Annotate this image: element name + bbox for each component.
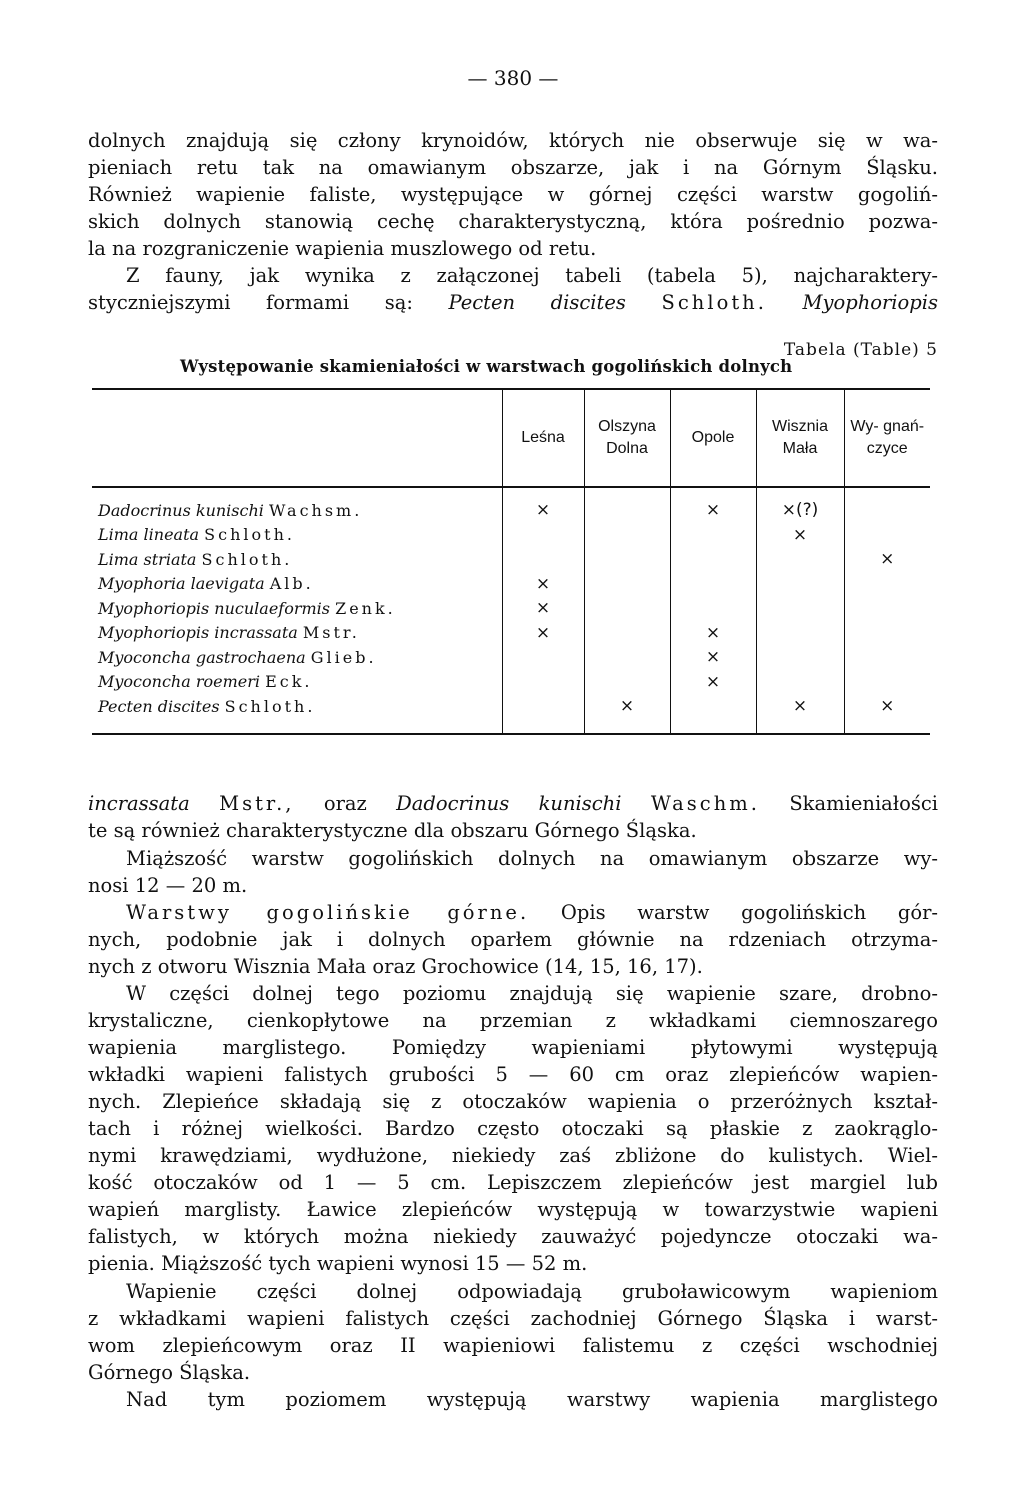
text-line: nosi 12 — 20 m. [88, 874, 248, 897]
text-line: z wkładkami wapieni falistych części zachodniej Górnego Śląska i warst- [88, 1307, 938, 1330]
after-table-paragraph [88, 790, 938, 844]
author-name: Schloth. [224, 696, 316, 716]
occurrence-cell: × [670, 645, 756, 670]
occurrence-cell: × [502, 572, 584, 597]
species-cell [92, 645, 502, 670]
occurrence-cell [502, 694, 584, 734]
text-line: Również wapienie faliste, występujące w górnej części warstw gogoliń- [88, 183, 938, 206]
occurrence-cell [502, 670, 584, 695]
occurrence-cell [584, 547, 670, 572]
text-line: nych, podobnie jak i dolnych oparłem głównie na rdzeniach otrzyma- [88, 928, 938, 951]
table-row [92, 523, 930, 548]
text-line: nych. Zlepieńce składają się z otoczaków wapienia o przeróżnych kształ- [88, 1090, 938, 1113]
occurrence-cell: × [670, 670, 756, 695]
species-name: Pecten discites [448, 291, 626, 314]
author-name: Mstr. [302, 623, 360, 643]
occurrence-cell [844, 670, 930, 695]
occurrence-cell [844, 645, 930, 670]
text-line: wapienia marglistego. Pomiędzy wapieniami płytowymi występują [88, 1036, 938, 1059]
occurrence-cell [844, 523, 930, 548]
occurrence-cell: × [670, 487, 756, 523]
upper-layers-paragraph [88, 899, 938, 980]
table-header-row [92, 389, 930, 487]
occurrence-cell [584, 596, 670, 621]
species-name: Myophoria laevigata [98, 574, 265, 594]
text-line: dolnych znajdują się człony krynoidów, których nie obserwuje się w wa- [88, 129, 938, 152]
text-line: pienia. Miąższość tych wapieni wynosi 15 — 52 m. [88, 1252, 588, 1275]
species-cell [92, 694, 502, 734]
species-cell [92, 670, 502, 695]
text-line: falistych, w których można niekiedy zauważyć pojedyncze otoczaki wa- [88, 1225, 938, 1248]
species-cell [92, 596, 502, 621]
text-line: te są również charakterystyczne dla obszaru Górnego Śląska. [88, 819, 697, 842]
text-word: oraz [323, 792, 367, 815]
occurrence-cell [756, 572, 844, 597]
author-name: Schloth. [661, 291, 767, 314]
species-cell [92, 572, 502, 597]
occurrence-cell [844, 572, 930, 597]
occurrence-cell [584, 523, 670, 548]
final-paragraph [88, 1386, 938, 1413]
species-cell [92, 547, 502, 572]
occurrence-cell: × [502, 487, 584, 523]
occurrence-cell [756, 547, 844, 572]
text-line: Miąższość warstw gogolińskich dolnych na omawianym obszarze wy- [126, 847, 938, 870]
occurrence-cell [844, 621, 930, 646]
text-line: Nad tym poziomem występują warstwy wapienia marglistego [126, 1388, 938, 1411]
species-cell [92, 621, 502, 646]
lower-part-paragraph [88, 980, 938, 1277]
species-name: Dadocrinus kunischi [396, 792, 622, 815]
table-row [92, 487, 930, 523]
table-body [92, 487, 930, 734]
text-line: pieniach retu tak na omawianym obszarze, jak i na Górnym Śląsku. [88, 156, 938, 179]
species-name: Dadocrinus kunischi [98, 500, 264, 520]
header-olszyna: Olszyna Dolna [584, 389, 670, 487]
text-line: la na rozgraniczenie wapienia muszlowego od retu. [88, 237, 597, 260]
fauna-text: styczniejszymi formami są: [88, 291, 413, 314]
correlation-paragraph [88, 1278, 938, 1386]
occurrence-cell [756, 596, 844, 621]
header-wygnanczyce: Wy- gnań- czyce [844, 389, 930, 487]
fossil-table [92, 388, 930, 735]
author-name: Glieb. [310, 647, 377, 667]
text-line: Wapienie części dolnej odpowiadają gruboławicowym wapieniom [126, 1280, 938, 1303]
occurrence-cell [584, 645, 670, 670]
species-name: Myoconcha gastrochaena [98, 647, 306, 667]
occurrence-cell: × [844, 694, 930, 734]
species-name: Pecten discites [98, 696, 220, 716]
header-lesna: Leśna [502, 389, 584, 487]
text-line: wkładki wapieni falistych grubości 5 — 60 cm oraz zlepieńców wapien- [88, 1063, 938, 1086]
occurrence-cell [844, 596, 930, 621]
text-run: Opis warstw gogolińskich gór- [560, 901, 938, 924]
author-name: Mstr., [219, 792, 295, 815]
text-line: wom zlepieńcowym oraz II wapieniowi falistemu z części wschodniej [88, 1334, 938, 1357]
occurrence-cell: ×(?) [756, 487, 844, 523]
species-name: incrassata [88, 792, 190, 815]
occurrence-cell [584, 572, 670, 597]
species-name: Myoconcha roemeri [98, 672, 260, 692]
occurrence-cell [502, 645, 584, 670]
species-name: Lima lineata [98, 525, 200, 545]
table-row [92, 572, 930, 597]
occurrence-cell [670, 596, 756, 621]
species-name: Myophoriopis [802, 291, 939, 314]
header-wisznia: Wisznia Mała [756, 389, 844, 487]
occurrence-cell [502, 547, 584, 572]
header-species [92, 389, 502, 487]
table-row [92, 547, 930, 572]
table-row [92, 694, 930, 734]
species-cell [92, 523, 502, 548]
author-name: Schloth. [201, 549, 293, 569]
occurrence-cell [756, 645, 844, 670]
fauna-paragraph [88, 262, 938, 316]
author-name: Eck. [265, 672, 313, 692]
text-line: skich dolnych stanowią cechę charakterystyczną, która pośrednio pozwa- [88, 210, 938, 233]
text-line [88, 790, 938, 817]
occurrence-cell [670, 547, 756, 572]
author-name: Alb. [269, 574, 314, 594]
author-name: Wachsm. [268, 500, 363, 520]
species-cell [92, 487, 502, 523]
occurrence-cell: × [502, 621, 584, 646]
species-name: Myophoriopis nuculaeformis [98, 598, 330, 618]
author-name: Zenk. [335, 598, 396, 618]
table-row [92, 670, 930, 695]
species-name: Lima striata [98, 549, 197, 569]
occurrence-cell [584, 621, 670, 646]
text-line: nymi krawędziami, wydłużone, niekiedy zaś zbliżone do kulistych. Wiel- [88, 1144, 938, 1167]
occurrence-cell [670, 694, 756, 734]
text-line: tach i różnej wielkości. Bardzo często otoczaki są płaskie z zaokrąglo- [88, 1117, 938, 1140]
page-number: — 380 — [467, 66, 559, 90]
occurrence-cell: × [670, 621, 756, 646]
thickness-paragraph [88, 845, 938, 899]
table-label: Tabela (Table) 5 [783, 340, 938, 360]
table-row [92, 621, 930, 646]
text-word: Skamieniałości [789, 792, 939, 815]
occurrence-cell [584, 670, 670, 695]
occurrence-cell: × [756, 694, 844, 734]
occurrence-cell [756, 621, 844, 646]
text-line: Górnego Śląska. [88, 1361, 251, 1384]
text-line: nych z otworu Wisznia Mała oraz Grochowice (14, 15, 16, 17). [88, 955, 703, 978]
occurrence-cell [670, 523, 756, 548]
intro-paragraph [88, 127, 938, 262]
occurrence-cell: × [756, 523, 844, 548]
table-row [92, 645, 930, 670]
occurrence-cell: × [584, 694, 670, 734]
text-line [88, 289, 938, 316]
table-title: Występowanie skamieniałości w warstwach gogolińskich dolnych [180, 357, 793, 376]
species-name: Myophoriopis incrassata [98, 623, 298, 643]
occurrence-cell [670, 572, 756, 597]
occurrence-cell: × [502, 596, 584, 621]
table-row [92, 596, 930, 621]
author-name: Schloth. [204, 525, 295, 545]
text-line: W części dolnej tego poziomu znajdują się wapienie szare, drobno- [126, 982, 938, 1005]
text-line: krystaliczne, cienkopłytowe na przemian z wkładkami ciemnoszarego [88, 1009, 938, 1032]
header-opole: Opole [670, 389, 756, 487]
text-line [88, 899, 938, 926]
text-line: kość otoczaków od 1 — 5 cm. Lepiszczem zlepieńców jest margiel lub [88, 1171, 938, 1194]
section-heading: Warstwy gogolińskie górne. [126, 901, 530, 924]
occurrence-cell [844, 487, 930, 523]
occurrence-cell [584, 487, 670, 523]
text-line: Z fauny, jak wynika z załączonej tabeli (tabela 5), najcharaktery- [126, 264, 938, 287]
occurrence-cell: × [844, 547, 930, 572]
occurrence-cell [756, 670, 844, 695]
author-name: Waschm. [650, 792, 760, 815]
text-line: wapień marglisty. Ławice zlepieńców występują w towarzystwie wapieni [88, 1198, 938, 1221]
occurrence-cell [502, 523, 584, 548]
